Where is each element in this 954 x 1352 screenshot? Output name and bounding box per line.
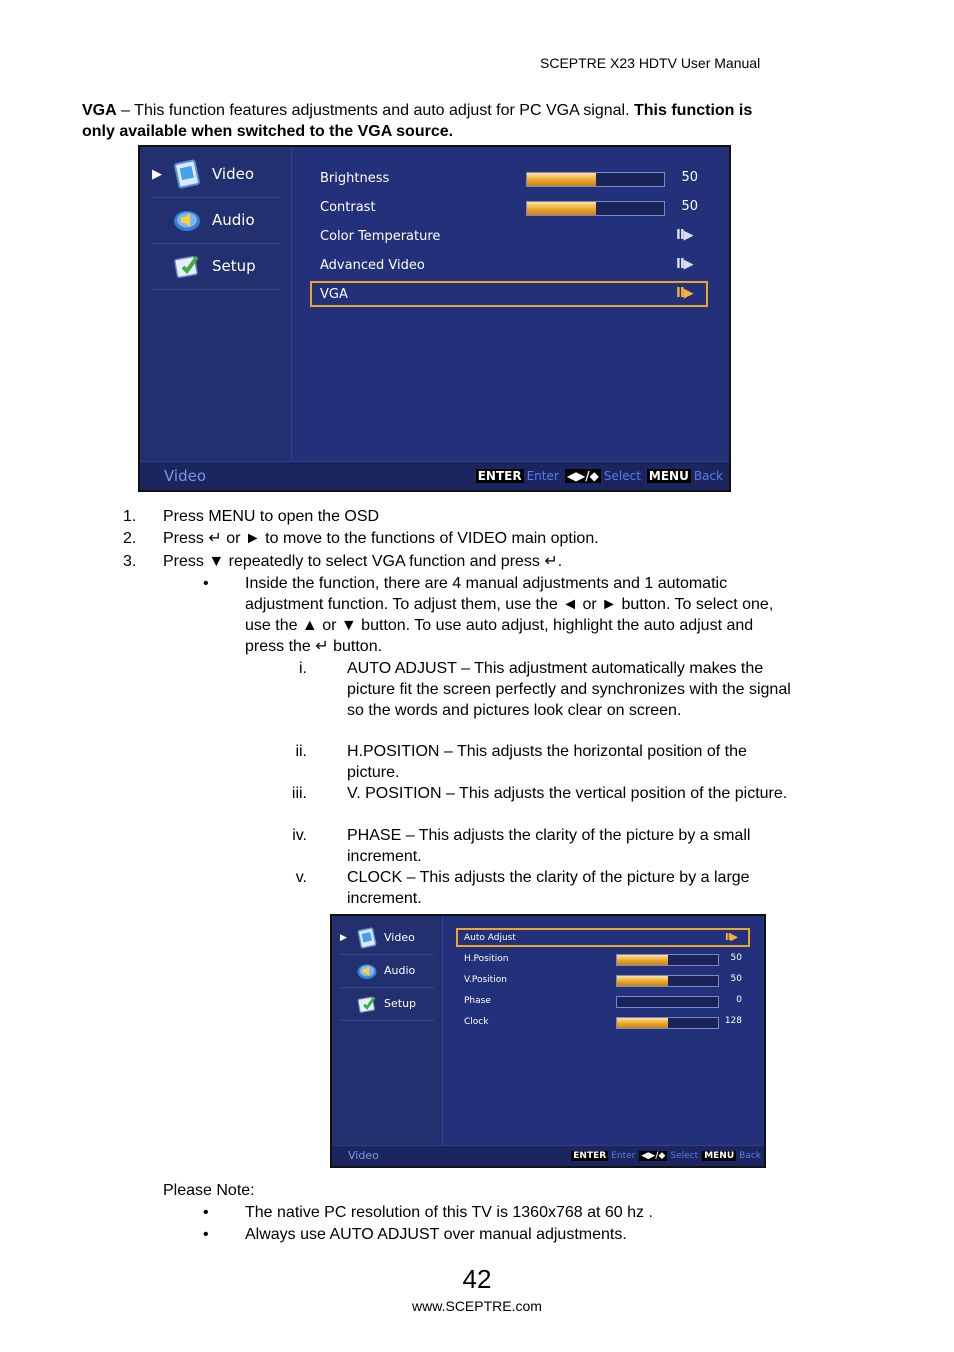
adjustment-description: AUTO ADJUST – This adjustment automatically makes the picture fit the screen perfectly and synchronizes with the signal so the words and pictures look clear on screen. <box>347 660 791 719</box>
osd-level-value: 50 <box>730 953 742 963</box>
adjustment-description: H.POSITION – This adjusts the horizontal position of the picture. <box>347 743 747 781</box>
osd-menu-item[interactable]: Phase <box>464 995 491 1006</box>
osd-level-bar[interactable] <box>616 1017 719 1029</box>
osd-footer <box>332 1145 764 1166</box>
bullet-dot: • <box>203 575 209 592</box>
submenu-arrow-icon: II▶ <box>676 257 693 272</box>
osd-level-value: 50 <box>730 974 742 984</box>
osd-screenshot-vga-submenu <box>330 914 766 1168</box>
video-icon <box>172 159 202 189</box>
adjustment-description: PHASE – This adjusts the clarity of the picture by a small increment. <box>347 827 751 865</box>
back-key-icon: MENU <box>704 1151 735 1161</box>
note-item: The native PC resolution of this TV is 1360x768 at 60 hz . <box>245 1204 653 1221</box>
osd-hint-back[interactable] <box>702 1151 761 1161</box>
speaker-icon-wrap <box>172 205 202 235</box>
osd-sidebar-label: Setup <box>384 997 417 1010</box>
step-number: 2. <box>123 530 137 547</box>
note-item: Always use AUTO ADJUST over manual adjustments. <box>245 1226 627 1243</box>
osd-sidebar-item-setup[interactable] <box>152 243 280 290</box>
osd-footer <box>140 461 729 490</box>
osd-hint-back[interactable] <box>647 469 723 483</box>
osd-level-fill <box>617 955 668 965</box>
osd-level-value: 50 <box>681 170 698 185</box>
setup-icon-wrap <box>172 251 202 281</box>
step-text: Press ↵ or ► to move to the functions of VIDEO main option. <box>163 530 599 547</box>
enter-key-icon: ENTER <box>573 1151 607 1161</box>
video-icon-wrap <box>172 159 202 189</box>
osd-hint-select[interactable] <box>639 1151 698 1161</box>
osd-menu-item[interactable]: VGA <box>320 286 348 302</box>
enter-key-icon: ENTER <box>477 469 522 483</box>
osd-level-fill <box>617 1018 668 1028</box>
osd-sidebar-label: Audio <box>384 964 416 977</box>
osd-level-fill <box>527 202 596 215</box>
adjustment-number: iv. <box>292 827 307 844</box>
adjustment-number: v. <box>295 869 307 886</box>
adjustment-number: ii. <box>295 743 307 760</box>
notes-heading: Please Note: <box>163 1182 255 1199</box>
osd-level-value: 0 <box>736 995 742 1005</box>
adjustment-number: iii. <box>291 785 307 802</box>
setup-icon-wrap <box>356 993 378 1015</box>
select-hint-label: Select <box>670 1151 699 1161</box>
speaker-icon <box>356 960 378 982</box>
osd-level-bar[interactable] <box>526 201 665 216</box>
step-text: Press ▼ repeatedly to select VGA function and press ↵. <box>163 553 563 570</box>
osd-footer-hints <box>476 462 723 490</box>
osd-sidebar-item-audio[interactable] <box>152 197 280 244</box>
osd-level-value: 50 <box>681 199 698 214</box>
osd-sidebar-item-video[interactable] <box>152 151 280 198</box>
website-footer: www.SCEPTRE.com <box>412 1298 542 1314</box>
adjustment-description: V. POSITION – This adjusts the vertical position of the picture. <box>347 785 788 802</box>
osd-menu-item[interactable]: Contrast <box>320 199 376 215</box>
active-pointer-icon: ▶ <box>152 166 162 182</box>
enter-hint-label: Enter <box>611 1151 636 1161</box>
note-bullet: • <box>203 1226 209 1243</box>
osd-screenshot-vga-menu <box>138 145 731 492</box>
osd-sidebar-item-audio[interactable] <box>340 954 434 988</box>
osd-menu-item[interactable]: Brightness <box>320 170 390 186</box>
running-header: SCEPTRE X23 HDTV User Manual <box>540 55 761 71</box>
intro-bold-note: This function is only available when switched to the VGA source. <box>82 102 753 140</box>
intro-term: VGA <box>82 102 117 119</box>
adjustment-number: i. <box>299 660 307 677</box>
submenu-arrow-icon: II▶ <box>676 286 693 301</box>
osd-footer-title: Video <box>348 1149 379 1162</box>
osd-level-bar[interactable] <box>616 954 719 966</box>
osd-sidebar-label: Video <box>384 931 415 944</box>
back-key-icon: MENU <box>648 469 689 483</box>
page-number: 42 <box>462 1264 492 1294</box>
osd-menu-item[interactable]: Auto Adjust <box>464 932 516 943</box>
osd-sidebar-label: Audio <box>212 211 255 229</box>
osd-menu-item[interactable]: Advanced Video <box>320 257 425 273</box>
osd-sidebar-item-setup[interactable] <box>340 987 434 1021</box>
osd-hint-enter[interactable] <box>571 1151 635 1161</box>
osd-menu-item[interactable]: V.Position <box>464 974 507 985</box>
osd-footer-hints <box>571 1146 761 1166</box>
step-text: Press MENU to open the OSD <box>163 508 380 525</box>
osd-hint-enter[interactable] <box>476 469 559 483</box>
select-key-icon: ◀▶/◆ <box>641 1151 666 1161</box>
osd-level-bar[interactable] <box>616 996 719 1008</box>
osd-level-fill <box>527 173 596 186</box>
enter-hint-label: Enter <box>526 469 559 483</box>
intro-paragraph <box>82 100 782 142</box>
osd-menu-item[interactable]: Clock <box>464 1016 489 1027</box>
setup-icon <box>356 993 378 1015</box>
osd-sidebar-item-video[interactable] <box>340 921 434 955</box>
video-icon-wrap <box>356 927 378 949</box>
intro-text: – This function features adjustments and auto adjust for PC VGA signal. <box>116 102 634 119</box>
osd-selection-highlight <box>310 281 708 307</box>
active-pointer-icon: ▶ <box>340 932 347 943</box>
submenu-arrow-icon: II▶ <box>676 228 693 243</box>
back-hint-label: Back <box>739 1151 761 1161</box>
select-key-icon: ◀▶/◆ <box>566 469 599 483</box>
back-hint-label: Back <box>693 469 723 483</box>
osd-hint-select[interactable] <box>565 469 641 483</box>
speaker-icon <box>172 205 202 235</box>
osd-level-value: 128 <box>724 1016 742 1026</box>
osd-level-bar[interactable] <box>526 172 665 187</box>
osd-menu-item[interactable]: Color Temperature <box>320 228 441 244</box>
submenu-arrow-icon: II▶ <box>725 932 738 943</box>
adjustment-description: CLOCK – This adjusts the clarity of the picture by a large increment. <box>347 869 750 907</box>
osd-sidebar-label: Video <box>212 165 255 183</box>
select-hint-label: Select <box>603 469 641 483</box>
video-icon <box>356 927 378 949</box>
osd-footer-title: Video <box>164 467 207 485</box>
setup-icon <box>172 251 202 281</box>
osd-menu-item[interactable]: H.Position <box>464 953 509 964</box>
osd-sidebar-label: Setup <box>212 257 256 275</box>
note-bullet: • <box>203 1204 209 1221</box>
osd-level-fill <box>617 976 668 986</box>
bullet-main-text: Inside the function, there are 4 manual adjustments and 1 automatic adjustment function. To adjust them, use the ◄ or ► button. To select one, use the ▲ or ▼ button. To use auto adjust, highlight the auto adjust and press the ↵ button. <box>245 575 774 655</box>
step-number: 3. <box>123 553 137 570</box>
speaker-icon-wrap <box>356 960 378 982</box>
step-number: 1. <box>123 508 137 525</box>
osd-level-bar[interactable] <box>616 975 719 987</box>
